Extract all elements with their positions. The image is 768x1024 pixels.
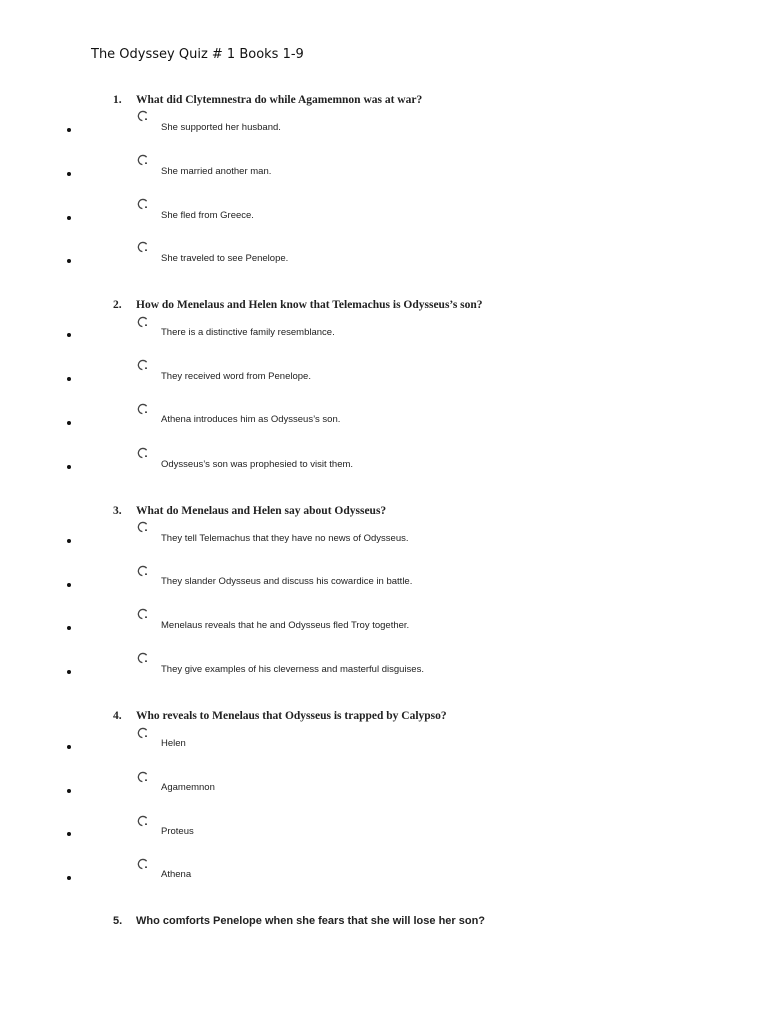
bullet-dot-icon [67, 876, 71, 880]
bullet-dot-icon [67, 789, 71, 793]
answer-option: Athena [161, 869, 192, 880]
radio-button-icon[interactable] [137, 652, 149, 664]
answer-option: Helen [161, 738, 186, 749]
question-number: 2. [113, 299, 122, 311]
question-text: What do Menelaus and Helen say about Odysseus? [136, 505, 387, 517]
radio-button-icon[interactable] [137, 316, 149, 328]
answer-option: Menelaus reveals that he and Odysseus fled Troy together. [161, 620, 410, 631]
bullet-dot-icon [67, 626, 71, 630]
answer-option: They received word from Penelope. [161, 371, 311, 382]
answer-option: They slander Odysseus and discuss his cowardice in battle. [161, 576, 413, 587]
radio-button-icon[interactable] [137, 154, 149, 166]
question-text: What did Clytemnestra do while Agamemnon was at war? [136, 94, 423, 106]
question-text: How do Menelaus and Helen know that Telemachus is Odysseus’s son? [136, 299, 483, 311]
bullet-dot-icon [67, 465, 71, 469]
bullet-dot-icon [67, 216, 71, 220]
radio-button-icon[interactable] [137, 241, 149, 253]
bullet-dot-icon [67, 377, 71, 381]
question-number: 5. [113, 915, 123, 927]
bullet-dot-icon [67, 172, 71, 176]
answer-option: She fled from Greece. [161, 210, 254, 221]
radio-button-icon[interactable] [137, 565, 149, 577]
question-number: 1. [113, 94, 122, 106]
bullet-dot-icon [67, 539, 71, 543]
bullet-dot-icon [67, 128, 71, 132]
bullet-dot-icon [67, 745, 71, 749]
bullet-dot-icon [67, 832, 71, 836]
radio-button-icon[interactable] [137, 608, 149, 620]
bullet-dot-icon [67, 421, 71, 425]
radio-button-icon[interactable] [137, 727, 149, 739]
answer-option: They tell Telemachus that they have no news of Odysseus. [161, 533, 409, 544]
bullet-dot-icon [67, 670, 71, 674]
answer-option: She married another man. [161, 166, 272, 177]
bullet-dot-icon [67, 333, 71, 337]
answer-option: Agamemnon [161, 782, 215, 793]
radio-button-icon[interactable] [137, 521, 149, 533]
question-number: 3. [113, 505, 122, 517]
radio-button-icon[interactable] [137, 198, 149, 210]
bullet-dot-icon [67, 259, 71, 263]
radio-button-icon[interactable] [137, 110, 149, 122]
radio-button-icon[interactable] [137, 771, 149, 783]
answer-option: Odysseus’s son was prophesied to visit them. [161, 459, 354, 470]
answer-option: They give examples of his cleverness and masterful disguises. [161, 664, 424, 675]
bullet-dot-icon [67, 583, 71, 587]
answer-option: She traveled to see Penelope. [161, 253, 289, 264]
radio-button-icon[interactable] [137, 403, 149, 415]
question-text: Who reveals to Menelaus that Odysseus is trapped by Calypso? [136, 710, 447, 722]
radio-button-icon[interactable] [137, 858, 149, 870]
radio-button-icon[interactable] [137, 359, 149, 371]
radio-button-icon[interactable] [137, 447, 149, 459]
question-number: 4. [113, 710, 122, 722]
radio-button-icon[interactable] [137, 815, 149, 827]
answer-option: There is a distinctive family resemblance. [161, 327, 335, 338]
answer-option: Proteus [161, 826, 194, 837]
question-text: Who comforts Penelope when she fears that she will lose her son? [136, 915, 486, 927]
answer-option: She supported her husband. [161, 122, 281, 133]
page-title: The Odyssey Quiz # 1 Books 1-9 [91, 47, 304, 62]
answer-option: Athena introduces him as Odysseus’s son. [161, 414, 341, 425]
